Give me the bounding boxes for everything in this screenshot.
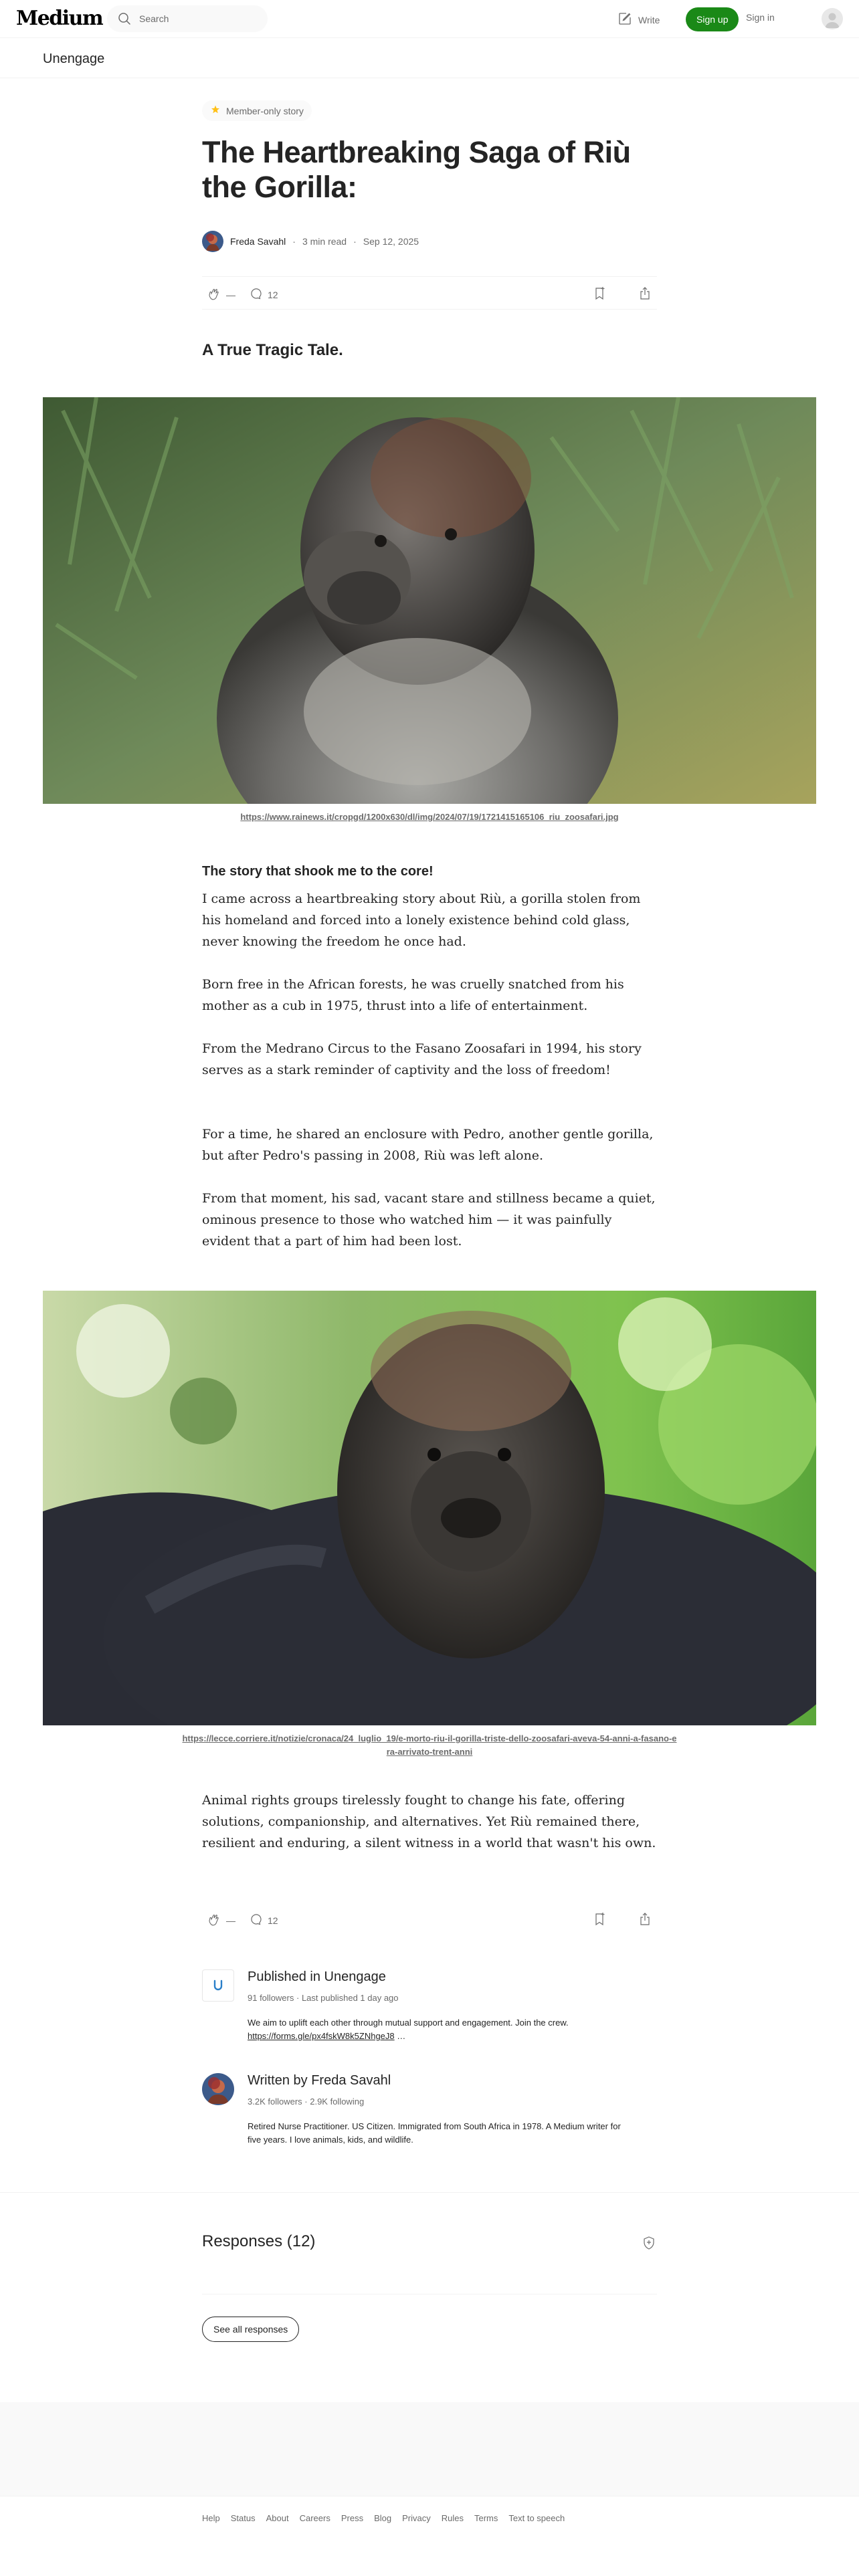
clap-icon (206, 286, 222, 304)
footer-link-status[interactable]: Status (230, 2513, 256, 2523)
bookmark-icon[interactable] (591, 1911, 607, 1931)
image-caption-1[interactable]: https://www.rainews.it/cropgd/1200x630/dl/img/2024/07/19/1721415165106_riu_zoosafari.jpg (240, 812, 619, 822)
paragraph-5: From that moment, his sad, vacant stare and stillness became a quiet, ominous presence to those who watched him — it was painfully evident that a part of him had been lost. (202, 1191, 656, 1249)
paragraph-1: I came across a heartbreaking story about Riù, a gorilla stolen from his homeland and forced into a lonely existence behind cold glass, never knowing the freedom he once had. (202, 891, 641, 949)
written-by-title[interactable]: Written by Freda Savahl (248, 2073, 391, 2088)
clap-icon (206, 1911, 222, 1929)
author-name-link[interactable]: Freda Savahl (230, 236, 286, 247)
medium-logo[interactable]: Medium (16, 7, 103, 30)
footer-link-about[interactable]: About (266, 2513, 289, 2523)
publication-bar (0, 38, 859, 78)
response-count: 12 (268, 289, 278, 300)
publication-meta (248, 1993, 399, 2003)
last-published: Last published 1 day ago (301, 1993, 399, 2003)
footer-link-privacy[interactable]: Privacy (402, 2513, 431, 2523)
publication-followers: 91 followers (248, 1993, 294, 2003)
responses-title: Responses (12) (202, 2232, 316, 2250)
member-only-badge (202, 100, 312, 121)
byline (202, 231, 419, 252)
top-navbar (0, 0, 859, 38)
search-input[interactable] (139, 13, 253, 24)
comment-icon (248, 286, 264, 304)
closing-paragraph: Animal rights groups tirelessly fought to change his fate, offering solutions, companionship, and alternatives. Yet Riù remained there, resilient and enduring, a silent witness in a world that wasn't his own. (202, 1793, 656, 1850)
article-subtitle: A True Tragic Tale. (202, 341, 343, 359)
publication-form-link[interactable]: https://forms.gle/px4fskW8k5ZNhgeJ8 (248, 2031, 395, 2041)
user-avatar-icon[interactable] (822, 8, 843, 29)
section-divider (0, 2192, 859, 2193)
footer-link-text-to-speech[interactable]: Text to speech (508, 2513, 565, 2523)
shield-icon[interactable] (641, 2235, 657, 2254)
signin-link[interactable]: Sign in (746, 12, 775, 23)
footer-link-press[interactable]: Press (341, 2513, 364, 2523)
footer-link-rules[interactable]: Rules (441, 2513, 464, 2523)
footer-link-careers[interactable]: Careers (299, 2513, 330, 2523)
write-icon (617, 11, 633, 29)
article-action-bar-top (202, 276, 657, 310)
section-heading: The story that shook me to the core! (202, 864, 434, 879)
author-avatar[interactable] (202, 231, 223, 252)
separator-dot: · (304, 2097, 310, 2107)
write-button[interactable] (617, 11, 660, 29)
read-time: 3 min read (302, 236, 347, 247)
clap-button[interactable] (206, 1911, 235, 1929)
footer-link-terms[interactable]: Terms (474, 2513, 498, 2523)
description-ellipsis: … (397, 2031, 406, 2041)
footer-links (202, 2513, 565, 2523)
gorilla-image-1 (43, 397, 816, 804)
author-avatar-large[interactable] (202, 2073, 234, 2105)
publication-description-text: We aim to uplift each other through mutual support and engagement. Join the crew. (248, 2018, 569, 2028)
article-action-bar-bottom (202, 1903, 657, 1936)
footer-link-blog[interactable]: Blog (374, 2513, 392, 2523)
search-icon (116, 11, 132, 27)
star-icon (210, 104, 221, 117)
member-only-label: Member-only story (226, 105, 304, 116)
paragraph-3: From the Medrano Circus to the Fasano Zoosafari in 1994, his story serves as a stark reminder of captivity and the loss of freedom! (202, 1041, 642, 1077)
comment-icon (248, 1911, 264, 1929)
published-in-title[interactable]: Published in Unengage (248, 1969, 386, 1984)
author-following[interactable]: 2.9K following (310, 2097, 365, 2107)
share-icon[interactable] (637, 1911, 653, 1931)
bookmark-icon[interactable] (591, 286, 607, 305)
footer-link-help[interactable]: Help (202, 2513, 220, 2523)
publication-name-link[interactable]: Unengage (43, 51, 105, 66)
clap-button[interactable] (206, 286, 235, 304)
clap-count: — (226, 1915, 235, 1926)
separator-dot: · (296, 1993, 302, 2003)
article-title: The Heartbreaking Saga of Riù the Gorilla: (202, 135, 631, 204)
share-icon[interactable] (637, 286, 653, 305)
gorilla-image-2 (43, 1291, 816, 1725)
responses-button[interactable] (248, 286, 278, 304)
signup-button[interactable]: Sign up (686, 7, 739, 31)
author-followers[interactable]: 3.2K followers (248, 2097, 302, 2107)
publication-logo-icon[interactable] (202, 1969, 234, 2002)
response-count: 12 (268, 1915, 278, 1926)
separator-dot: · (353, 236, 357, 247)
image-caption-2[interactable]: https://lecce.corriere.it/notizie/cronaca/24_luglio_19/e-morto-riu-il-gorilla-triste-dello-zoosafari-aveva-54-anni-a-fasano-era-arrivato-trent-anni (182, 1733, 677, 1757)
search-box[interactable] (107, 5, 268, 32)
publication-description (248, 2016, 622, 2043)
publish-date: Sep 12, 2025 (363, 236, 419, 247)
see-all-responses-button[interactable]: See all responses (202, 2317, 299, 2342)
responses-button[interactable] (248, 1911, 278, 1929)
recommendations-area (0, 2402, 859, 2496)
separator-dot: · (292, 236, 296, 247)
author-meta (248, 2097, 364, 2107)
paragraph-2: Born free in the African forests, he was cruelly snatched from his mother as a cub in 1975, thrust into a life of entertainment. (202, 977, 624, 1013)
author-bio: Retired Nurse Practitioner. US Citizen. Immigrated from South Africa in 1978. A Medium writer for five years. I love animals, kids, and wildlife. (248, 2121, 621, 2145)
clap-count: — (226, 289, 235, 300)
write-label: Write (638, 14, 660, 25)
paragraph-4: For a time, he shared an enclosure with Pedro, another gentle gorilla, but after Pedro's passing in 2008, Riù was left alone. (202, 1127, 654, 1163)
